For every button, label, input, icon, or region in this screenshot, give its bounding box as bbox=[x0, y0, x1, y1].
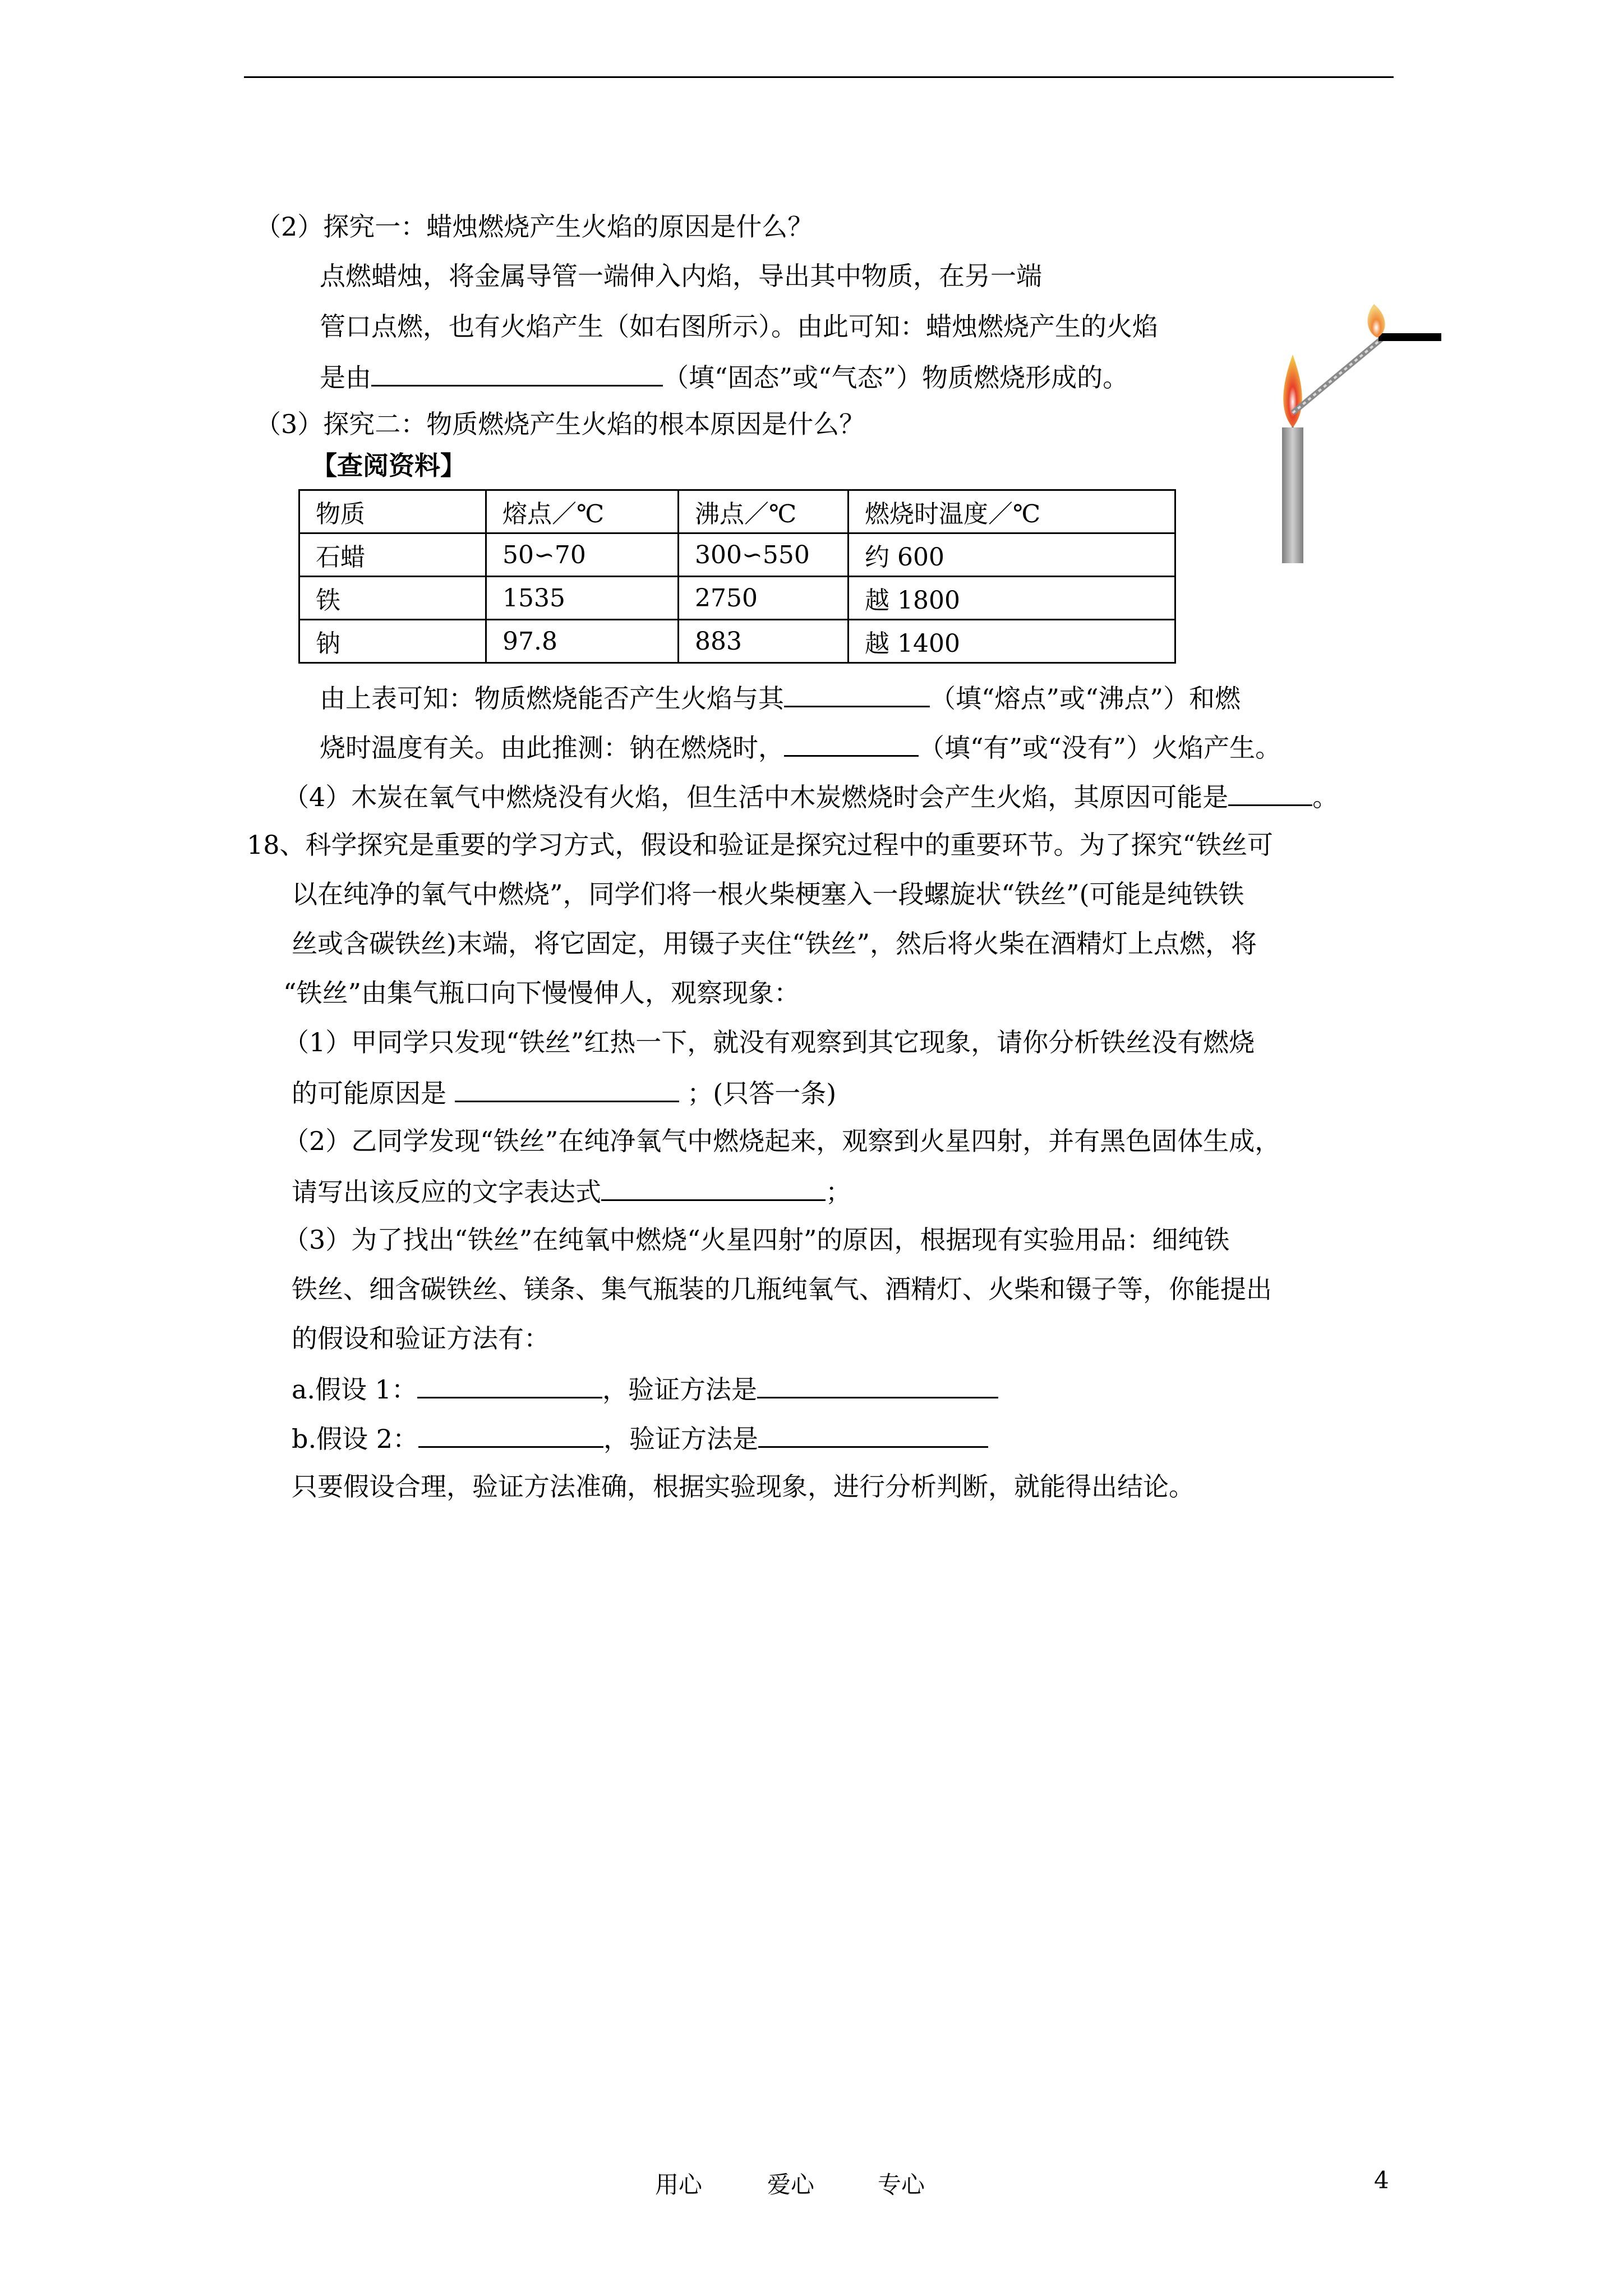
table-cell: 钠 bbox=[299, 620, 486, 663]
q17-p3-line1: （3）探究二：物质燃烧产生火焰的根本原因是什么？ bbox=[255, 409, 865, 439]
q17-p2-line4b: （填“固态”或“气态”）物质燃烧形成的。 bbox=[663, 362, 1129, 393]
q18-p2a: （2）乙同学发现“铁丝”在纯净氧气中燃烧起来，观察到火星四射，并有黑色固体生成， bbox=[283, 1126, 1281, 1156]
table-cell: 97.8 bbox=[486, 620, 679, 663]
q18-hypothesis-a bbox=[292, 1371, 998, 1406]
q17-p2-line4 bbox=[320, 359, 1128, 394]
candle-svg bbox=[1244, 303, 1457, 567]
table-header-cell: 沸点／℃ bbox=[679, 490, 849, 533]
q17-p3-after1a: 由上表可知：物质燃烧能否产生火焰与其 bbox=[320, 683, 784, 714]
candle-flame bbox=[1283, 355, 1302, 427]
answer-blank-equation[interactable] bbox=[601, 1174, 826, 1201]
q18-p2b2: ； bbox=[826, 1177, 851, 1207]
tube-outlet bbox=[1378, 333, 1441, 341]
answer-blank-reason[interactable] bbox=[455, 1075, 679, 1102]
q18-intro1: 18、科学探究是重要的学习方式，假设和验证是探究过程中的重要环节。为了探究“铁丝可 bbox=[247, 830, 1274, 860]
answer-blank-method-1[interactable] bbox=[757, 1371, 998, 1398]
answer-blank-method-2[interactable] bbox=[758, 1420, 988, 1448]
table-cell: 越 1800 bbox=[849, 577, 1175, 620]
q17-p3-after1b: （填“熔点”或“沸点”）和燃 bbox=[930, 683, 1241, 714]
q17-p3-after2 bbox=[320, 729, 1281, 765]
header-rule bbox=[244, 76, 1394, 78]
table-header-cell: 燃烧时温度／℃ bbox=[849, 490, 1175, 533]
q18-p2b bbox=[292, 1174, 851, 1209]
footer-motto-1: 用心 bbox=[655, 2171, 703, 2198]
table-row bbox=[299, 620, 1175, 663]
q17-p3-after2a: 烧时温度有关。由此推测：钠在燃烧时， bbox=[320, 733, 784, 763]
q18-p3a: （3）为了找出“铁丝”在纯氧中燃烧“火星四射”的原因，根据现有实验用品：细纯铁 bbox=[283, 1225, 1230, 1255]
answer-blank-point[interactable] bbox=[784, 680, 930, 707]
table-cell: 越 1400 bbox=[849, 620, 1175, 663]
q18-p3b: 铁丝、细含碳铁丝、镁条、集气瓶装的几瓶纯氧气、酒精灯、火柴和镊子等，你能提出 bbox=[292, 1274, 1272, 1304]
q17-p4-line1b: 。 bbox=[1312, 782, 1339, 812]
q17-p2-line4a: 是由 bbox=[320, 362, 371, 393]
table-cell: 883 bbox=[679, 620, 849, 663]
q18-hb1: b.假设 2： bbox=[292, 1424, 418, 1454]
candle-illustration bbox=[1244, 303, 1457, 567]
answer-blank-state[interactable] bbox=[371, 359, 663, 386]
q18-p1a: （1）甲同学只发现“铁丝”红热一下，就没有观察到其它现象，请你分析铁丝没有燃烧 bbox=[283, 1027, 1255, 1057]
answer-blank-hypothesis-1[interactable] bbox=[417, 1371, 602, 1398]
q17-p3-after1 bbox=[320, 680, 1241, 715]
table-cell: 2750 bbox=[679, 577, 849, 620]
table-cell: 约 600 bbox=[849, 533, 1175, 577]
q18-intro2: 以在纯净的氧气中燃烧”，同学们将一根火柴梗塞入一段螺旋状“铁丝”(可能是纯铁铁 bbox=[292, 879, 1244, 909]
answer-blank-charcoal[interactable] bbox=[1228, 779, 1312, 806]
candle-body bbox=[1282, 427, 1303, 563]
q17-p2-line2: 点燃蜡烛，将金属导管一端伸入内焰，导出其中物质，在另一端 bbox=[320, 261, 1042, 291]
table-cell: 铁 bbox=[299, 577, 486, 620]
q18-hb2: ，验证方法是 bbox=[603, 1424, 758, 1454]
table-row bbox=[299, 577, 1175, 620]
q18-intro4: “铁丝”由集气瓶口向下慢慢伸人，观察现象： bbox=[283, 978, 800, 1008]
properties-table bbox=[298, 489, 1176, 664]
q17-p4-line1a: （4）木炭在氧气中燃烧没有火焰，但生活中木炭燃烧时会产生火焰，其原因可能是 bbox=[283, 782, 1229, 812]
q18-conclusion: 只要假设合理，验证方法准确，根据实验现象，进行分析判断，就能得出结论。 bbox=[292, 1471, 1195, 1502]
footer-motto-2: 爱心 bbox=[767, 2171, 815, 2198]
answer-blank-hypothesis-2[interactable] bbox=[418, 1420, 603, 1448]
q18-ha1: a.假设 1： bbox=[292, 1374, 417, 1405]
page-number: 4 bbox=[1374, 2166, 1389, 2194]
q18-hypothesis-b bbox=[292, 1420, 988, 1456]
q17-p2-line3: 管口点燃，也有火焰产生（如右图所示）。由此可知：蜡烛燃烧产生的火焰 bbox=[320, 311, 1158, 342]
q18-ha2: ，验证方法是 bbox=[602, 1374, 757, 1405]
q18-intro3: 丝或含碳铁丝)末端，将它固定，用镊子夹住“铁丝”，然后将火柴在酒精灯上点燃，将 bbox=[292, 928, 1257, 959]
tube-flame bbox=[1368, 304, 1385, 338]
table-cell: 50∽70 bbox=[486, 533, 679, 577]
q18-p1b2: ；(只答一条) bbox=[687, 1078, 837, 1108]
table-row bbox=[299, 533, 1175, 577]
table-header-cell: 物质 bbox=[299, 490, 486, 533]
q18-p1b bbox=[292, 1075, 836, 1110]
metal-tube bbox=[1293, 338, 1383, 413]
footer-motto-3: 专心 bbox=[878, 2171, 925, 2198]
reference-title: 【查阅资料】 bbox=[311, 450, 466, 481]
answer-blank-flame[interactable] bbox=[784, 729, 919, 757]
q18-p3c: 的假设和验证方法有： bbox=[292, 1323, 550, 1354]
q17-p3-after2b: （填“有”或“没有”）火焰产生。 bbox=[919, 733, 1281, 763]
q18-p1b1: 的可能原因是 bbox=[292, 1078, 446, 1108]
table-cell: 石蜡 bbox=[299, 533, 486, 577]
table-cell: 300∽550 bbox=[679, 533, 849, 577]
table-header-cell: 熔点／℃ bbox=[486, 490, 679, 533]
table-header-row bbox=[299, 490, 1175, 533]
table-cell: 1535 bbox=[486, 577, 679, 620]
q17-p4-line1 bbox=[283, 779, 1338, 814]
q17-p2-line1: （2）探究一：蜡烛燃烧产生火焰的原因是什么？ bbox=[255, 211, 814, 242]
q18-p2b1: 请写出该反应的文字表达式 bbox=[292, 1177, 601, 1207]
